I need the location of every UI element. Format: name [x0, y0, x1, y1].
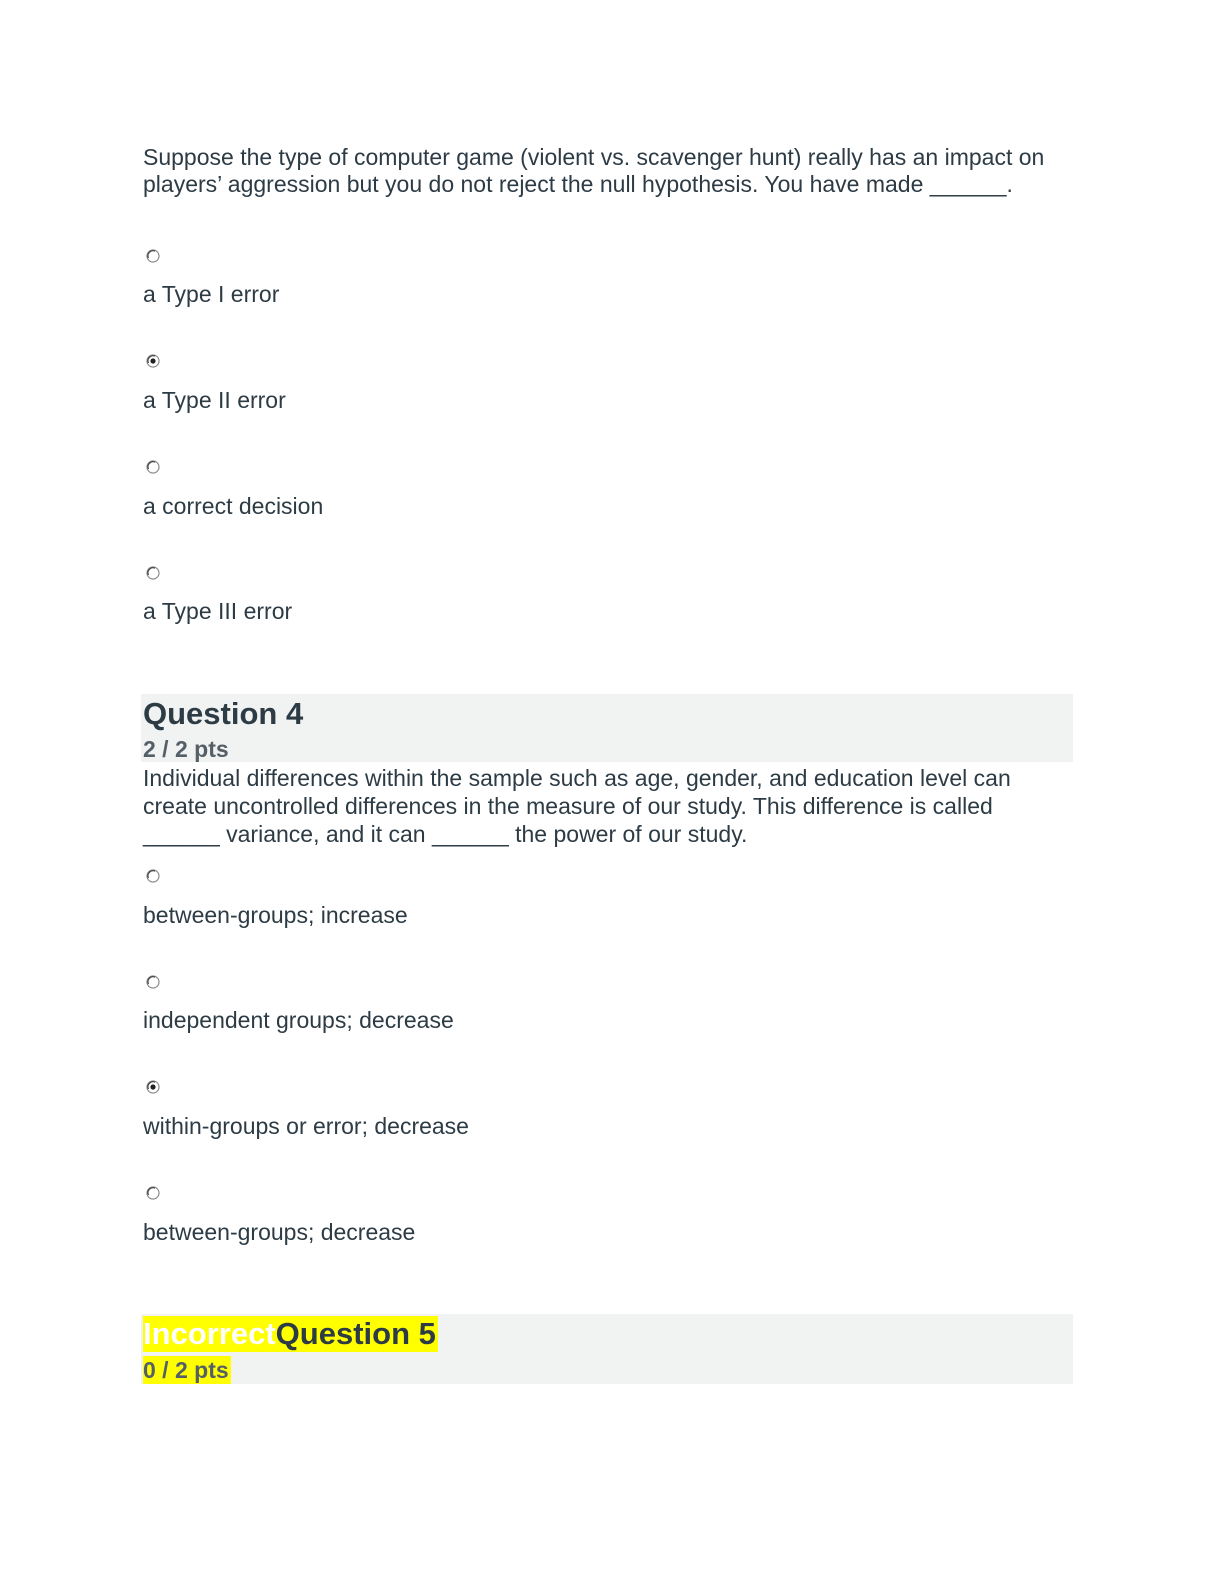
radio-unchecked-icon	[146, 975, 160, 989]
q4-radio-4[interactable]	[146, 1186, 160, 1200]
question-4-points: 2 / 2 pts	[143, 736, 229, 762]
q3-radio-1[interactable]	[146, 249, 160, 263]
q4-answer-2[interactable]: independent groups; decrease	[143, 1007, 454, 1033]
q4-radio-1[interactable]	[146, 869, 160, 883]
question-5-title-text: Question 5	[275, 1316, 436, 1351]
q3-radio-2[interactable]	[146, 354, 160, 368]
incorrect-label: Incorrect	[143, 1316, 276, 1351]
radio-unchecked-icon	[146, 460, 160, 474]
q4-radio-3[interactable]	[146, 1080, 160, 1094]
radio-checked-icon	[146, 1080, 160, 1094]
radio-unchecked-icon	[146, 566, 160, 580]
q4-radio-2[interactable]	[146, 975, 160, 989]
question-5-points: 0 / 2 pts	[143, 1357, 229, 1383]
radio-unchecked-icon	[146, 249, 160, 263]
q4-answer-3[interactable]: within-groups or error; decrease	[143, 1113, 469, 1139]
q3-answer-4[interactable]: a Type III error	[143, 598, 293, 624]
q3-radio-4[interactable]	[146, 566, 160, 580]
q3-answer-3[interactable]: a correct decision	[143, 493, 324, 519]
radio-unchecked-icon	[146, 869, 160, 883]
q3-answer-2[interactable]: a Type II error	[143, 387, 286, 413]
q3-radio-3[interactable]	[146, 460, 160, 474]
q4-answer-4[interactable]: between-groups; decrease	[143, 1219, 416, 1245]
q4-answer-1[interactable]: between-groups; increase	[143, 902, 408, 928]
q3-answer-1[interactable]: a Type I error	[143, 281, 280, 307]
question-4-text: Individual differences within the sample such as age, gender, and education level can create uncontrolled differences in the measure of our study. This difference is called ______ variance, and it can ______ the power of our study.	[143, 765, 1011, 847]
radio-checked-icon	[146, 354, 160, 368]
radio-unchecked-icon	[146, 1186, 160, 1200]
question-5-title	[143, 1316, 438, 1352]
question-3-text: Suppose the type of computer game (violent vs. scavenger hunt) really has an impact on players’ aggression but you do not reject the null hypothesis. You have made ______.	[143, 144, 1045, 197]
question-4-title: Question 4	[143, 696, 304, 731]
